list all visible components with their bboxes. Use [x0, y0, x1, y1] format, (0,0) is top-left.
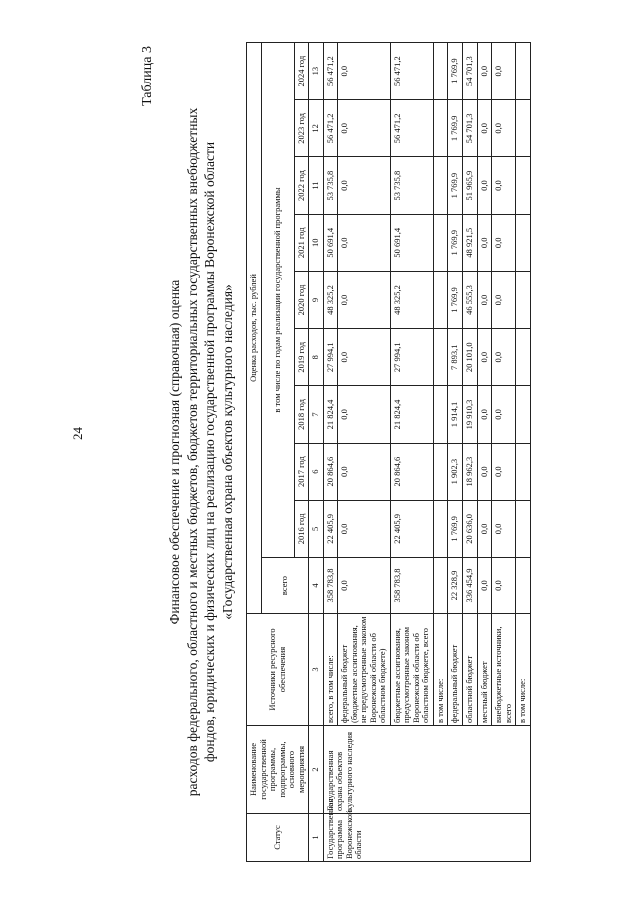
year-value: 1 769,9 — [448, 214, 463, 271]
year-value: 22 405,9 — [323, 500, 338, 557]
year-value: 1 769,9 — [448, 500, 463, 557]
year-value: 1 902,3 — [448, 443, 463, 500]
year-value — [516, 386, 531, 443]
year-value: 54 701,3 — [462, 43, 477, 100]
header-year: 2021 год — [294, 214, 309, 271]
year-value: 0,0 — [477, 157, 492, 214]
year-value: 1 914,1 — [448, 386, 463, 443]
column-index: 8 — [309, 329, 324, 386]
year-value: 1 769,9 — [448, 43, 463, 100]
year-value: 48 921,5 — [462, 214, 477, 271]
header-estimate: Оценка расходов, тыс. рублей — [247, 43, 262, 614]
year-value: 20 636,0 — [462, 500, 477, 557]
source-cell: бюджетные ассигнования, предусмотренные законом Воронежской области об областном бюджете, всего — [390, 614, 433, 726]
year-value: 27 994,1 — [323, 329, 338, 386]
year-value: 53 735,8 — [323, 157, 338, 214]
year-value — [516, 329, 531, 386]
year-value: 0,0 — [492, 271, 516, 328]
year-value: 0,0 — [477, 43, 492, 100]
year-value: 0,0 — [492, 329, 516, 386]
header-name: Наименование государственной программы, подпрограммы, основного мероприятия — [247, 726, 309, 814]
year-value: 0,0 — [492, 386, 516, 443]
column-index: 4 — [309, 558, 324, 614]
year-value: 0,0 — [338, 43, 391, 100]
year-value — [433, 443, 448, 500]
year-value: 0,0 — [477, 443, 492, 500]
total-cell: 358 783,8 — [323, 558, 338, 614]
year-value: 56 471,2 — [390, 100, 433, 157]
year-value: 0,0 — [477, 386, 492, 443]
total-cell — [433, 558, 448, 614]
year-value — [516, 157, 531, 214]
column-index: 11 — [309, 157, 324, 214]
year-value: 20 101,0 — [462, 329, 477, 386]
header-year: 2016 год — [294, 500, 309, 557]
column-index: 3 — [309, 614, 324, 726]
header-source: Источники ресурсного обеспечения — [247, 614, 309, 726]
year-value: 21 824,4 — [323, 386, 338, 443]
year-value: 0,0 — [492, 100, 516, 157]
year-value — [516, 100, 531, 157]
table-row — [323, 43, 338, 862]
table-label: Таблица 3 — [140, 46, 155, 106]
column-index: 9 — [309, 271, 324, 328]
column-index: 12 — [309, 100, 324, 157]
year-value — [433, 271, 448, 328]
page-number: 24 — [70, 427, 85, 440]
year-value — [516, 214, 531, 271]
year-value: 22 405,9 — [390, 500, 433, 557]
year-value: 7 893,1 — [448, 329, 463, 386]
year-value: 56 471,2 — [323, 100, 338, 157]
rotated-page — [140, 42, 600, 862]
year-value: 0,0 — [338, 500, 391, 557]
total-cell: 22 328,9 — [448, 558, 463, 614]
year-value: 53 735,8 — [390, 157, 433, 214]
year-value: 0,0 — [492, 500, 516, 557]
year-value — [516, 443, 531, 500]
year-value: 0,0 — [338, 443, 391, 500]
year-value: 0,0 — [338, 214, 391, 271]
year-value — [516, 43, 531, 100]
year-value: 48 325,2 — [390, 271, 433, 328]
year-value: 0,0 — [477, 100, 492, 157]
program-name-cell: Государственная охрана объектов культурного наследия — [323, 726, 530, 814]
header-year: 2019 год — [294, 329, 309, 386]
year-value: 1 769,9 — [448, 271, 463, 328]
header-year: 2018 год — [294, 386, 309, 443]
year-value: 20 864,6 — [390, 443, 433, 500]
source-cell: местный бюджет — [477, 614, 492, 726]
year-value — [433, 100, 448, 157]
header-total: всего — [261, 558, 309, 614]
year-value — [433, 214, 448, 271]
header-by-years: в том числе по годам реализации государственной программы — [261, 43, 294, 558]
year-value: 0,0 — [492, 214, 516, 271]
header-year: 2020 год — [294, 271, 309, 328]
year-value: 0,0 — [477, 271, 492, 328]
year-value: 54 701,3 — [462, 100, 477, 157]
year-value — [433, 157, 448, 214]
year-value: 0,0 — [338, 100, 391, 157]
column-index: 7 — [309, 386, 324, 443]
header-year: 2023 год — [294, 100, 309, 157]
title-line: расходов федерального, областного и местных бюджетов, бюджетов территориальных государственных внебюджетных — [184, 107, 200, 797]
header-year: 2017 год — [294, 443, 309, 500]
year-value: 0,0 — [338, 386, 391, 443]
source-cell: в том числе: — [433, 614, 448, 726]
column-index: 1 — [309, 814, 324, 862]
title-line: «Государственная охрана объектов культурного наследия» — [219, 284, 235, 620]
year-value: 19 910,3 — [462, 386, 477, 443]
header-year: 2024 год — [294, 43, 309, 100]
source-cell: федеральный бюджет — [448, 614, 463, 726]
year-value — [433, 329, 448, 386]
year-value: 1 769,9 — [448, 100, 463, 157]
source-cell: федеральный бюджет (бюджетные ассигнования, не предусмотренные законом Воронежской области об областном бюджете) — [338, 614, 391, 726]
year-value: 50 691,4 — [323, 214, 338, 271]
year-value: 20 864,6 — [323, 443, 338, 500]
header-year: 2022 год — [294, 157, 309, 214]
column-index: 10 — [309, 214, 324, 271]
year-value — [433, 500, 448, 557]
total-cell — [516, 558, 531, 614]
year-value: 46 555,3 — [462, 271, 477, 328]
document-title — [166, 42, 236, 862]
year-value: 0,0 — [477, 329, 492, 386]
year-value: 0,0 — [492, 43, 516, 100]
total-cell: 336 454,9 — [462, 558, 477, 614]
column-index: 13 — [309, 43, 324, 100]
header-status: Статус — [247, 814, 309, 862]
year-value: 56 471,2 — [390, 43, 433, 100]
source-cell: внебюджетные источники, всего — [492, 614, 516, 726]
year-value: 0,0 — [477, 500, 492, 557]
year-value: 0,0 — [492, 157, 516, 214]
year-value: 21 824,4 — [390, 386, 433, 443]
year-value — [516, 271, 531, 328]
year-value — [516, 500, 531, 557]
total-cell: 0,0 — [492, 558, 516, 614]
year-value — [433, 43, 448, 100]
column-index: 5 — [309, 500, 324, 557]
year-value: 56 471,2 — [323, 43, 338, 100]
total-cell: 0,0 — [338, 558, 391, 614]
year-value: 1 769,9 — [448, 157, 463, 214]
year-value: 48 325,2 — [323, 271, 338, 328]
finance-table — [246, 42, 530, 862]
year-value: 0,0 — [338, 271, 391, 328]
source-cell: областной бюджет — [462, 614, 477, 726]
title-line: Финансовое обеспечение и прогнозная (справочная) оценка — [167, 279, 182, 625]
year-value — [433, 386, 448, 443]
title-line: фондов, юридических и физических лиц на реализацию государственной программы Воронежской области — [202, 141, 218, 763]
year-value: 51 965,9 — [462, 157, 477, 214]
total-cell: 358 783,8 — [390, 558, 433, 614]
total-cell: 0,0 — [477, 558, 492, 614]
column-index: 2 — [309, 726, 324, 814]
year-value: 0,0 — [338, 157, 391, 214]
year-value: 50 691,4 — [390, 214, 433, 271]
status-cell: Государственная программа Воронежской области — [323, 814, 530, 862]
year-value: 0,0 — [492, 443, 516, 500]
column-index: 6 — [309, 443, 324, 500]
year-value: 18 962,3 — [462, 443, 477, 500]
year-value: 0,0 — [477, 214, 492, 271]
year-value: 27 994,1 — [390, 329, 433, 386]
source-cell: в том числе: — [516, 614, 531, 726]
year-value: 0,0 — [338, 329, 391, 386]
source-cell: всего, в том числе: — [323, 614, 338, 726]
